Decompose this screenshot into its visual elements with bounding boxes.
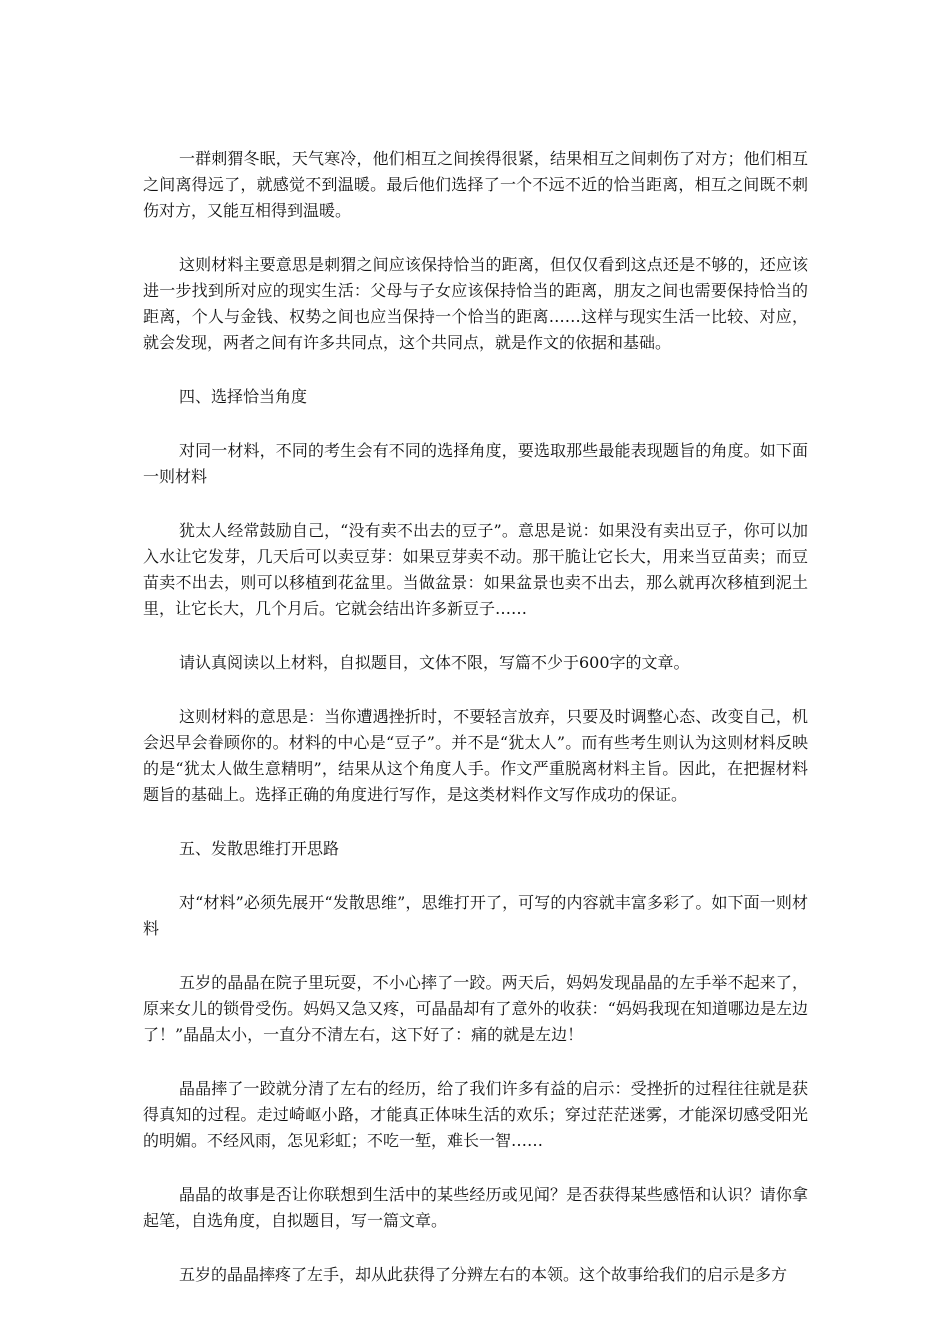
section-heading-4: 四、选择恰当角度 — [179, 387, 308, 406]
paragraph-writing-prompt: 请认真阅读以上材料，自拟题目，文体不限，写篇不少于600字的文章。 — [179, 653, 690, 672]
paragraph-hedgehog-analysis: 这则材料主要意思是刺猬之间应该保持恰当的距离，但仅仅看到这点还是不够的，还应该进一步找到所对应的现实生活：父母与子女应该保持恰当的距离，朋友之间也需要保持恰当的距离，个人与金钱、权势之间也应当保持一个恰当的距离……这样与现实生活一比较、对应，就会发现，两者之间有许多共同点，这个共同点，就是作文的依据和基础。 — [143, 255, 808, 352]
paragraph-hedgehog-story: 一群刺猬冬眠，天气寒冷，他们相互之间挨得很紧，结果相互之间刺伤了对方；他们相互之间离得远了，就感觉不到温暖。最后他们选择了一个不远不近的恰当距离，相互之间既不刺伤对方，又能互相得到温暖。 — [143, 149, 808, 220]
paragraph-jingjing-story: 五岁的晶晶在院子里玩耍，不小心摔了一跤。两天后，妈妈发现晶晶的左手举不起来了，原来女儿的锁骨受伤。妈妈又急又疼，可晶晶却有了意外的收获：“妈妈我现在知道哪边是左边了！”晶晶太小，一直分不清左右，这下好了：痛的就是左边！ — [143, 973, 808, 1044]
section-heading-5: 五、发散思维打开思路 — [179, 839, 340, 858]
paragraph-divergent-intro: 对“材料”必须先展开“发散思维”，思维打开了，可写的内容就丰富多彩了。如下面一则材料 — [143, 893, 808, 938]
paragraph-jingjing-lesson: 晶晶摔了一跤就分清了左右的经历，给了我们许多有益的启示：受挫折的过程往往就是获得真知的过程。走过崎岖小路，才能真正体味生活的欢乐；穿过茫茫迷雾，才能深切感受阳光的明媚。不经风雨，怎见彩虹；不吃一堑，难长一智…… — [143, 1079, 808, 1150]
paragraph-angle-intro: 对同一材料，不同的考生会有不同的选择角度，要选取那些最能表现题旨的角度。如下面一则材料 — [143, 441, 808, 486]
paragraph-jingjing-analysis: 五岁的晶晶摔疼了左手，却从此获得了分辨左右的本领。这个故事给我们的启示是多方 — [179, 1265, 788, 1284]
paragraph-beans-analysis: 这则材料的意思是：当你遭遇挫折时，不要轻言放弃，只要及时调整心态、改变自己，机会迟早会眷顾你的。材料的中心是“豆子”。并不是“犹太人”。而有些考生则认为这则材料反映的是“犹太人做生意精明”，结果从这个角度人手。作文严重脱离材料主旨。因此，在把握材料题旨的基础上。选择正确的角度进行写作，是这类材料作文写作成功的保证。 — [143, 707, 808, 804]
paragraph-beans-story: 犹太人经常鼓励自己，“没有卖不出去的豆子”。意思是说：如果没有卖出豆子，你可以加入水让它发芽，几天后可以卖豆芽：如果豆芽卖不动。那干脆让它长大，用来当豆苗卖；而豆苗卖不出去，则可以移植到花盆里。当做盆景：如果盆景也卖不出去，那么就再次移植到泥土里，让它长大，几个月后。它就会结出许多新豆子…… — [143, 521, 808, 618]
document-body — [143, 146, 808, 1316]
paragraph-jingjing-prompt: 晶晶的故事是否让你联想到生活中的某些经历或见闻？是否获得某些感悟和认识？请你拿起笔，自选角度，自拟题目，写一篇文章。 — [143, 1185, 808, 1230]
